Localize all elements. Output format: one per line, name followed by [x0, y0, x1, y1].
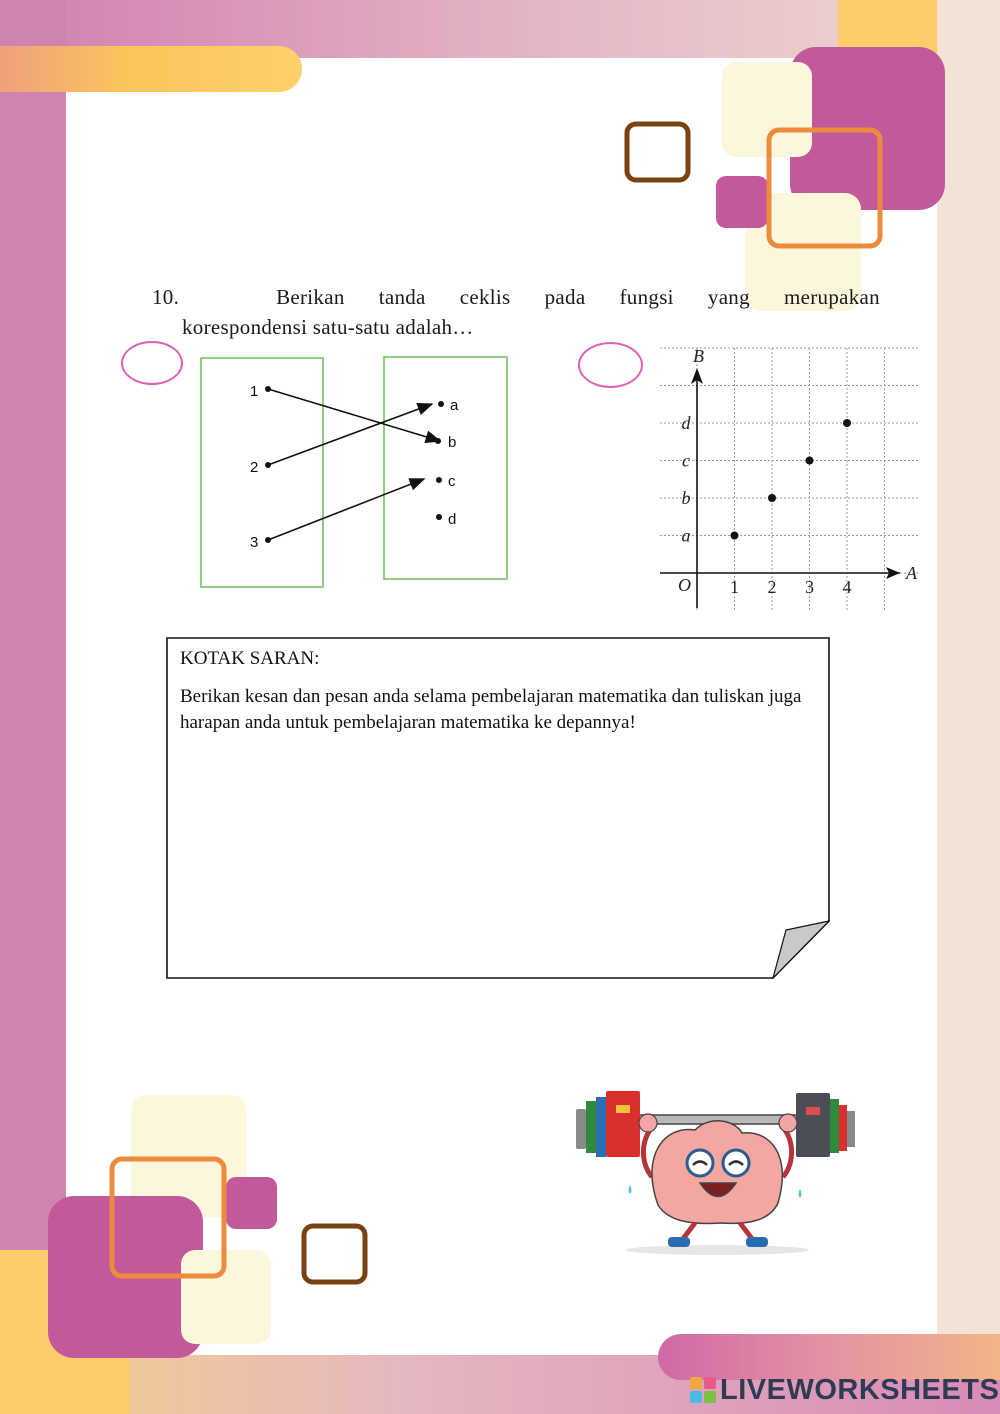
x-tick-label: 2 — [767, 577, 777, 597]
mascot-shadow — [625, 1245, 809, 1255]
codomain-dot — [438, 401, 444, 407]
liveworksheets-logo-text: LIVEWORKSHEETS — [720, 1373, 1000, 1406]
brain-body — [652, 1121, 782, 1224]
question-line-1 — [152, 282, 880, 312]
suggestion-box-prompt: Berikan kesan dan pesan anda selama pembelajaran matematika dan tuliskan juga harapan anda untuk pembelajaran matematika ke depannya! — [180, 686, 802, 733]
domain-dot — [265, 462, 271, 468]
graph-point — [768, 494, 776, 502]
domain-label: 2 — [250, 459, 259, 476]
y-tick-label: d — [681, 413, 691, 433]
codomain-label: b — [448, 434, 457, 451]
y-tick-label: a — [681, 525, 691, 546]
left-book-stack — [576, 1091, 640, 1157]
graph-point — [806, 457, 814, 465]
cartesian-graph — [650, 340, 930, 620]
top-left-pill-decoration — [0, 46, 302, 92]
arrow-3-to-c — [268, 479, 424, 540]
suggestion-answer-field[interactable] — [180, 770, 764, 924]
liveworksheets-logo-icon — [690, 1377, 716, 1403]
small-magenta-square-shape — [226, 1177, 277, 1229]
question-word: fungsi — [619, 285, 674, 309]
codomain-label: c — [448, 473, 456, 490]
y-tick-label: b — [681, 488, 691, 508]
bottom-left-shapes-decoration — [40, 1090, 380, 1370]
codomain-dot — [436, 477, 442, 483]
graph-background — [660, 348, 920, 610]
suggestion-box-title: KOTAK SARAN: — [180, 648, 320, 669]
right-shoe — [746, 1237, 768, 1247]
domain-label: 3 — [250, 534, 259, 551]
brown-outline-square — [304, 1226, 365, 1282]
codomain-dot — [435, 438, 441, 444]
question-number: 10. — [152, 285, 180, 309]
graph-point — [731, 532, 739, 540]
brain-weightlifter-illustration — [570, 1085, 865, 1260]
arrow-mapping-diagram — [195, 350, 515, 595]
question-line-2: korespondensi satu-satu adalah… — [182, 315, 474, 339]
sweat-drop — [629, 1185, 632, 1194]
y-axis-label: B — [693, 346, 704, 366]
question-word: pada — [544, 285, 586, 309]
codomain-label: d — [448, 511, 457, 528]
top-right-shapes-decoration — [620, 40, 950, 320]
origin-label: O — [678, 575, 691, 595]
right-book-stack — [796, 1093, 855, 1157]
question-10 — [152, 282, 880, 342]
liveworksheets-logo — [690, 1372, 999, 1408]
codomain-set-box — [384, 357, 507, 579]
x-axis-label: A — [906, 563, 917, 583]
graph-point — [843, 419, 851, 427]
x-tick-label: 3 — [805, 577, 814, 597]
domain-label: 1 — [250, 383, 259, 400]
x-tick-label: 1 — [730, 577, 739, 597]
left-shoe — [668, 1237, 690, 1247]
small-magenta-square-shape — [716, 176, 768, 228]
y-tick-label: c — [682, 450, 690, 471]
question-word: merupakan — [783, 285, 880, 309]
domain-dot — [265, 537, 271, 543]
brown-outline-square — [627, 124, 688, 180]
codomain-label: a — [450, 397, 459, 414]
question-word: ceklis — [459, 285, 511, 309]
answer-option-mapping-checkbox[interactable] — [121, 341, 183, 385]
answer-option-graph-checkbox[interactable] — [578, 342, 643, 388]
question-word: yang — [707, 285, 750, 309]
domain-set-box — [201, 358, 323, 587]
sweat-drop — [799, 1189, 802, 1198]
domain-dot — [265, 386, 271, 392]
codomain-dot — [436, 514, 442, 520]
question-word: Berikan — [276, 285, 345, 309]
question-word: tanda — [378, 285, 426, 309]
x-tick-label: 4 — [842, 577, 852, 597]
